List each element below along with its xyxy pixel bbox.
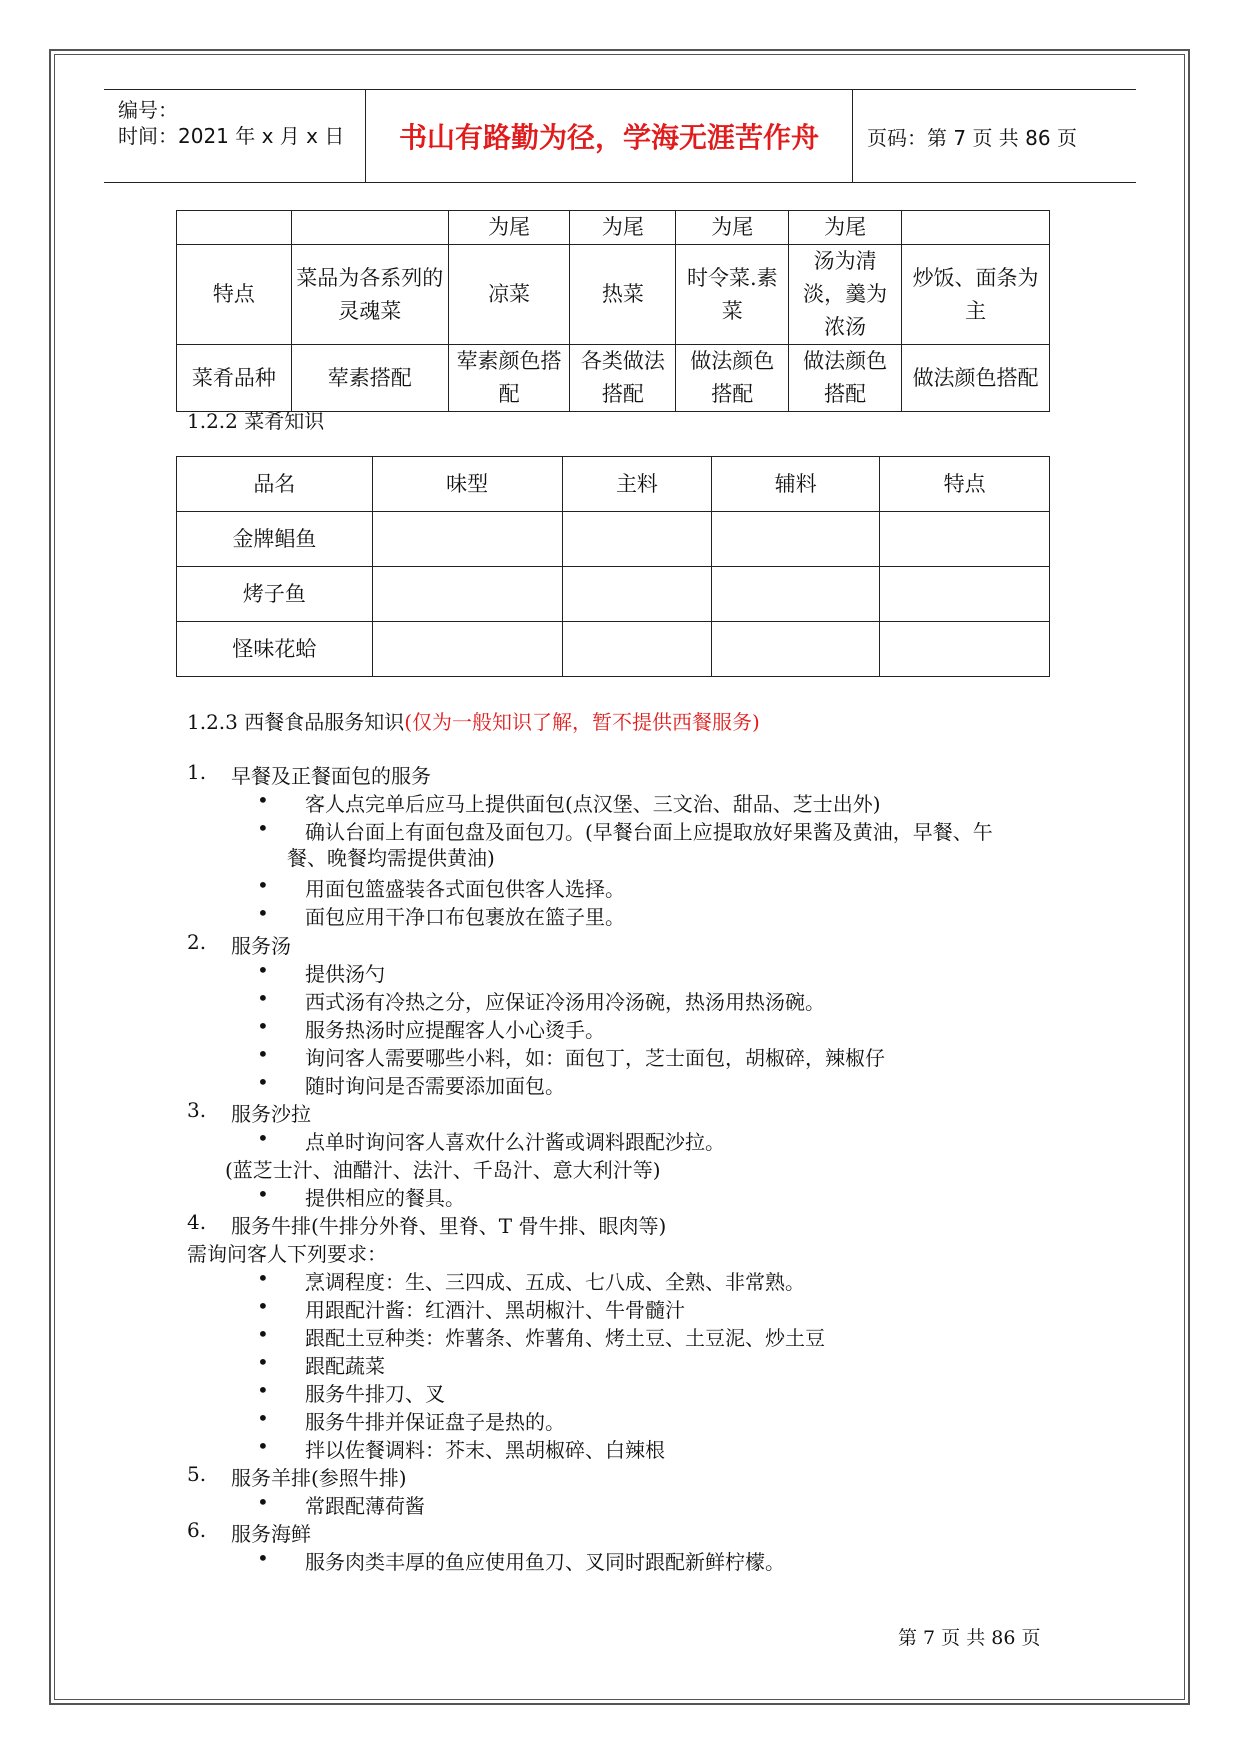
- column-header: 主料: [562, 457, 712, 512]
- bullet-icon: •: [257, 901, 269, 925]
- list-item-continuation: 餐、晚餐均需提供黄油): [287, 846, 495, 870]
- column-header: 品名: [177, 457, 373, 512]
- bullet-icon: •: [257, 1490, 269, 1514]
- item-title: 服务沙拉: [231, 1102, 311, 1126]
- table-cell: [880, 622, 1050, 677]
- list-item: 跟配土豆种类：炸薯条、炸薯角、烤土豆、土豆泥、炒土豆: [305, 1326, 825, 1350]
- table-cell: 时令菜.素菜: [676, 245, 789, 345]
- table-cell: 凉菜: [448, 245, 570, 345]
- table-cell: 各类做法搭配: [570, 345, 676, 412]
- item-number: 6.: [187, 1518, 207, 1542]
- dish-name: 金牌鲳鱼: [177, 512, 373, 567]
- table-cell: 特点: [177, 245, 292, 345]
- list-item: 提供相应的餐具。: [305, 1186, 465, 1210]
- list-item: 用面包篮盛装各式面包供客人选择。: [305, 877, 625, 901]
- list-item: 常跟配薄荷酱: [305, 1494, 425, 1518]
- table-cell: [562, 622, 712, 677]
- list-item: 服务肉类丰厚的鱼应使用鱼刀、叉同时跟配新鲜柠檬。: [305, 1550, 785, 1574]
- menu-structure-table: [176, 210, 1050, 412]
- table-cell: [902, 211, 1050, 245]
- table-cell: 菜品为各系列的灵魂菜: [291, 245, 448, 345]
- bullet-icon: •: [257, 1406, 269, 1430]
- header-left-cell: [104, 90, 366, 182]
- bullet-icon: •: [257, 986, 269, 1010]
- table-cell: 为尾: [570, 211, 676, 245]
- list-item: 西式汤有冷热之分，应保证冷汤用冷汤碗，热汤用热汤碗。: [305, 990, 825, 1014]
- bullet-icon: •: [257, 1126, 269, 1150]
- bullet-icon: •: [257, 958, 269, 982]
- table-row: [177, 211, 1050, 245]
- list-item: 随时询问是否需要添加面包。: [305, 1074, 565, 1098]
- dish-name: 烤子鱼: [177, 567, 373, 622]
- table-cell: 热菜: [570, 245, 676, 345]
- bullet-icon: •: [257, 816, 269, 840]
- dish-knowledge-table: [176, 456, 1050, 677]
- bullet-icon: •: [257, 873, 269, 897]
- item-number: 4.: [187, 1210, 207, 1234]
- table-cell: 做法颜色搭配: [789, 345, 902, 412]
- list-item: 服务热汤时应提醒客人小心烫手。: [305, 1018, 605, 1042]
- section-note: (仅为一般知识了解，暂不提供西餐服务): [404, 710, 760, 734]
- bullet-icon: •: [257, 1070, 269, 1094]
- table-cell: [372, 622, 562, 677]
- bullet-icon: •: [257, 1378, 269, 1402]
- serial-label: 编号：: [118, 98, 178, 122]
- list-item: 点单时询问客人喜欢什么汁酱或调料跟配沙拉。: [305, 1130, 725, 1154]
- list-note: (蓝芝士汁、油醋汁、法汁、千岛汁、意大利汁等): [225, 1158, 661, 1182]
- item-title: 服务汤: [231, 934, 291, 958]
- table-cell: [880, 512, 1050, 567]
- table-cell: 为尾: [676, 211, 789, 245]
- column-header: 味型: [372, 457, 562, 512]
- page-footer: 第 7 页 共 86 页: [898, 1627, 1041, 1649]
- table-cell: [372, 567, 562, 622]
- list-item: 面包应用干净口布包裹放在篮子里。: [305, 905, 625, 929]
- item-number: 5.: [187, 1462, 207, 1486]
- table-cell: [291, 211, 448, 245]
- bullet-icon: •: [257, 1182, 269, 1206]
- table-cell: 为尾: [448, 211, 570, 245]
- section-title: 1.2.3 西餐食品服务知识: [187, 710, 405, 734]
- table-cell: [712, 567, 880, 622]
- table-cell: 做法颜色搭配: [902, 345, 1050, 412]
- bullet-icon: •: [257, 1294, 269, 1318]
- table-header-row: [177, 457, 1050, 512]
- header-motto: 书山有路勤为径，学海无涯苦作舟: [366, 90, 853, 182]
- list-item: 拌以佐餐调料：芥末、黑胡椒碎、白辣根: [305, 1438, 665, 1462]
- table-cell: [177, 211, 292, 245]
- bullet-icon: •: [257, 1322, 269, 1346]
- list-item: 确认台面上有面包盘及面包刀。(早餐台面上应提取放好果酱及黄油，早餐、午: [305, 820, 993, 844]
- table-cell: 汤为清淡，羹为浓汤: [789, 245, 902, 345]
- list-item: 客人点完单后应马上提供面包(点汉堡、三文治、甜品、芝士出外): [305, 792, 881, 816]
- table-cell: [712, 622, 880, 677]
- table-cell: 荤素颜色搭配: [448, 345, 570, 412]
- table-row: [177, 567, 1050, 622]
- table-cell: [880, 567, 1050, 622]
- list-item: 询问客人需要哪些小料，如：面包丁，芝士面包，胡椒碎，辣椒仔: [305, 1046, 885, 1070]
- table-row: [177, 345, 1050, 412]
- item-number: 3.: [187, 1098, 207, 1122]
- document-header: [104, 89, 1136, 183]
- header-page-label: 页码：第 7 页 共 86 页: [867, 125, 1077, 150]
- table-cell: 做法颜色搭配: [676, 345, 789, 412]
- table-cell: [372, 512, 562, 567]
- table-cell: [562, 512, 712, 567]
- section-heading-1-2-2: 1.2.2 菜肴知识: [187, 409, 325, 433]
- table-row: [177, 512, 1050, 567]
- list-item: 跟配蔬菜: [305, 1354, 385, 1378]
- list-item: 服务牛排刀、叉: [305, 1382, 445, 1406]
- section-heading-1-2-3: [187, 706, 760, 735]
- dish-name: 怪味花蛤: [177, 622, 373, 677]
- list-item: 用跟配汁酱：红酒汁、黑胡椒汁、牛骨髓汁: [305, 1298, 685, 1322]
- table-cell: 菜肴品种: [177, 345, 292, 412]
- column-header: 特点: [880, 457, 1050, 512]
- item-number: 1.: [187, 760, 207, 784]
- bullet-icon: •: [257, 1434, 269, 1458]
- item-number: 2.: [187, 930, 207, 954]
- table-row: [177, 245, 1050, 345]
- list-item: 提供汤勺: [305, 962, 385, 986]
- bullet-icon: •: [257, 1546, 269, 1570]
- table-cell: [562, 567, 712, 622]
- bullet-icon: •: [257, 1266, 269, 1290]
- item-title: 早餐及正餐面包的服务: [231, 764, 431, 788]
- time-label: 时间：2021 年 x 月 x 日: [118, 124, 345, 148]
- bullet-icon: •: [257, 1350, 269, 1374]
- bullet-icon: •: [257, 788, 269, 812]
- table-cell: 为尾: [789, 211, 902, 245]
- item-title: 服务海鲜: [231, 1522, 311, 1546]
- table-cell: 炒饭、面条为主: [902, 245, 1050, 345]
- item-title: 服务牛排(牛排分外脊、里脊、T 骨牛排、眼肉等): [231, 1214, 667, 1238]
- table-cell: [712, 512, 880, 567]
- list-item: 服务牛排并保证盘子是热的。: [305, 1410, 565, 1434]
- item-title: 服务羊排(参照牛排): [231, 1466, 407, 1490]
- table-cell: 荤素搭配: [291, 345, 448, 412]
- bullet-icon: •: [257, 1014, 269, 1038]
- column-header: 辅料: [712, 457, 880, 512]
- list-item: 烹调程度：生、三四成、五成、七八成、全熟、非常熟。: [305, 1270, 805, 1294]
- list-note: 需询问客人下列要求：: [187, 1242, 387, 1266]
- table-row: [177, 622, 1050, 677]
- bullet-icon: •: [257, 1042, 269, 1066]
